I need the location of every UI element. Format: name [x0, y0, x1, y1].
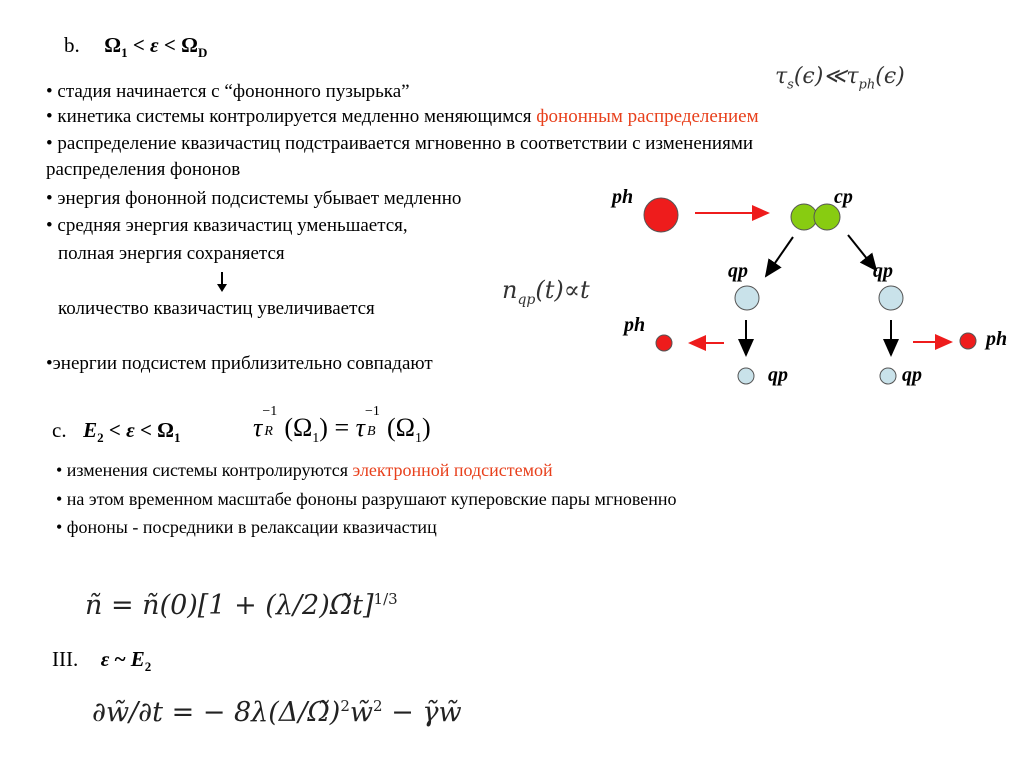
section-b-condition: $\Omega_1 < \varepsilon < \Omega_D$ — [104, 33, 208, 61]
label-qp-right: qp — [873, 260, 893, 282]
bullet-b6: количество квазичастиц увеличивается — [58, 298, 375, 319]
bullet-b5-line1: • средняя энергия квазичастиц уменьшается, — [46, 215, 408, 236]
label-cp: cp — [834, 186, 853, 208]
section-c-condition: $E_2 < \varepsilon < \Omega_1$ — [83, 418, 181, 446]
phonon-circle-right — [960, 333, 976, 349]
section-c-heading — [52, 418, 180, 446]
label-ph-left: ph — [624, 314, 646, 336]
black-arrow-cp-to-qp-right — [848, 235, 876, 270]
section-III-heading — [52, 647, 151, 675]
phonon-circle-top — [644, 198, 678, 232]
label-ph-right: ph — [986, 328, 1008, 350]
bullet-b7: •энергии подсистем приблизительно совпадают — [46, 353, 433, 374]
section-c-marker: c. — [52, 418, 67, 442]
quasiparticle-circle-bottom-right — [880, 368, 896, 384]
bullet-c1: • изменения системы контролируются электронной подсистемой — [56, 460, 553, 480]
formula-nqp-prop-t: $n_{qp}(t)\propto t$ — [502, 276, 590, 308]
label-qp-bottom-left: qp — [768, 364, 788, 386]
black-arrow-cp-to-qp-left — [766, 237, 793, 276]
bullet-c3: • фононы - посредники в релаксации квазичастиц — [56, 517, 437, 537]
bullet-b5-line2: полная энергия сохраняется — [58, 243, 285, 264]
bullet-c2: • на этом временном масштабе фононы разрушают куперовские пары мгновенно — [56, 489, 677, 509]
section-III-condition: ε ~ $E_2$ — [100, 647, 152, 675]
section-III-marker: III. — [52, 647, 79, 671]
formula-tau-s-ll-tau-ph: $\tau_s(\epsilon)≪\tau_{ph}(\epsilon)$ — [775, 64, 905, 93]
cooper-pair-circle-left — [791, 204, 817, 230]
quasiparticle-circle-right — [879, 286, 903, 310]
label-ph-top: ph — [612, 186, 634, 208]
quasiparticle-circle-left — [735, 286, 759, 310]
implies-down-arrow — [214, 270, 230, 294]
phonon-quasiparticle-diagram — [600, 180, 1024, 400]
bullet-b3-line2: распределения фононов — [46, 159, 241, 180]
bullet-b3-line1: • распределение квазичастиц подстраивается мгновенно в соответствии с изменениями — [46, 133, 754, 154]
bullet-b4: • энергия фононной подсистемы убывает медленно — [46, 188, 462, 209]
label-qp-bottom-right: qp — [902, 364, 922, 386]
phonon-circle-left — [656, 335, 672, 351]
formula-tauR-eq-tauB: τ −1 R $(\Omega_1) = \tau$ −1 B $(\Omega_1)$ — [253, 404, 431, 447]
bullet-b2: • кинетика системы контролируется медленно меняющимся фононным распределением — [46, 106, 759, 127]
bullet-b1: • стадия начинается с “фононного пузырька” — [46, 81, 410, 102]
formula-n-tilde: ñ = ñ(0)[1 + (λ/2)Ω̃t]$^{1/3}$ — [85, 590, 398, 621]
label-qp-left: qp — [728, 260, 748, 282]
highlight-phonon-distribution: фононным распределением — [536, 106, 759, 127]
section-b-marker: b. — [64, 33, 80, 57]
highlight-electronic-subsystem: электронной подсистемой — [352, 460, 553, 480]
formula-dw-dt: ∂w̃/∂t = − 8λ(Δ/Ω̃)$^2$w̃$^2$ − γ̃w̃ — [92, 697, 462, 728]
section-b-heading — [64, 33, 207, 61]
quasiparticle-circle-bottom-left — [738, 368, 754, 384]
